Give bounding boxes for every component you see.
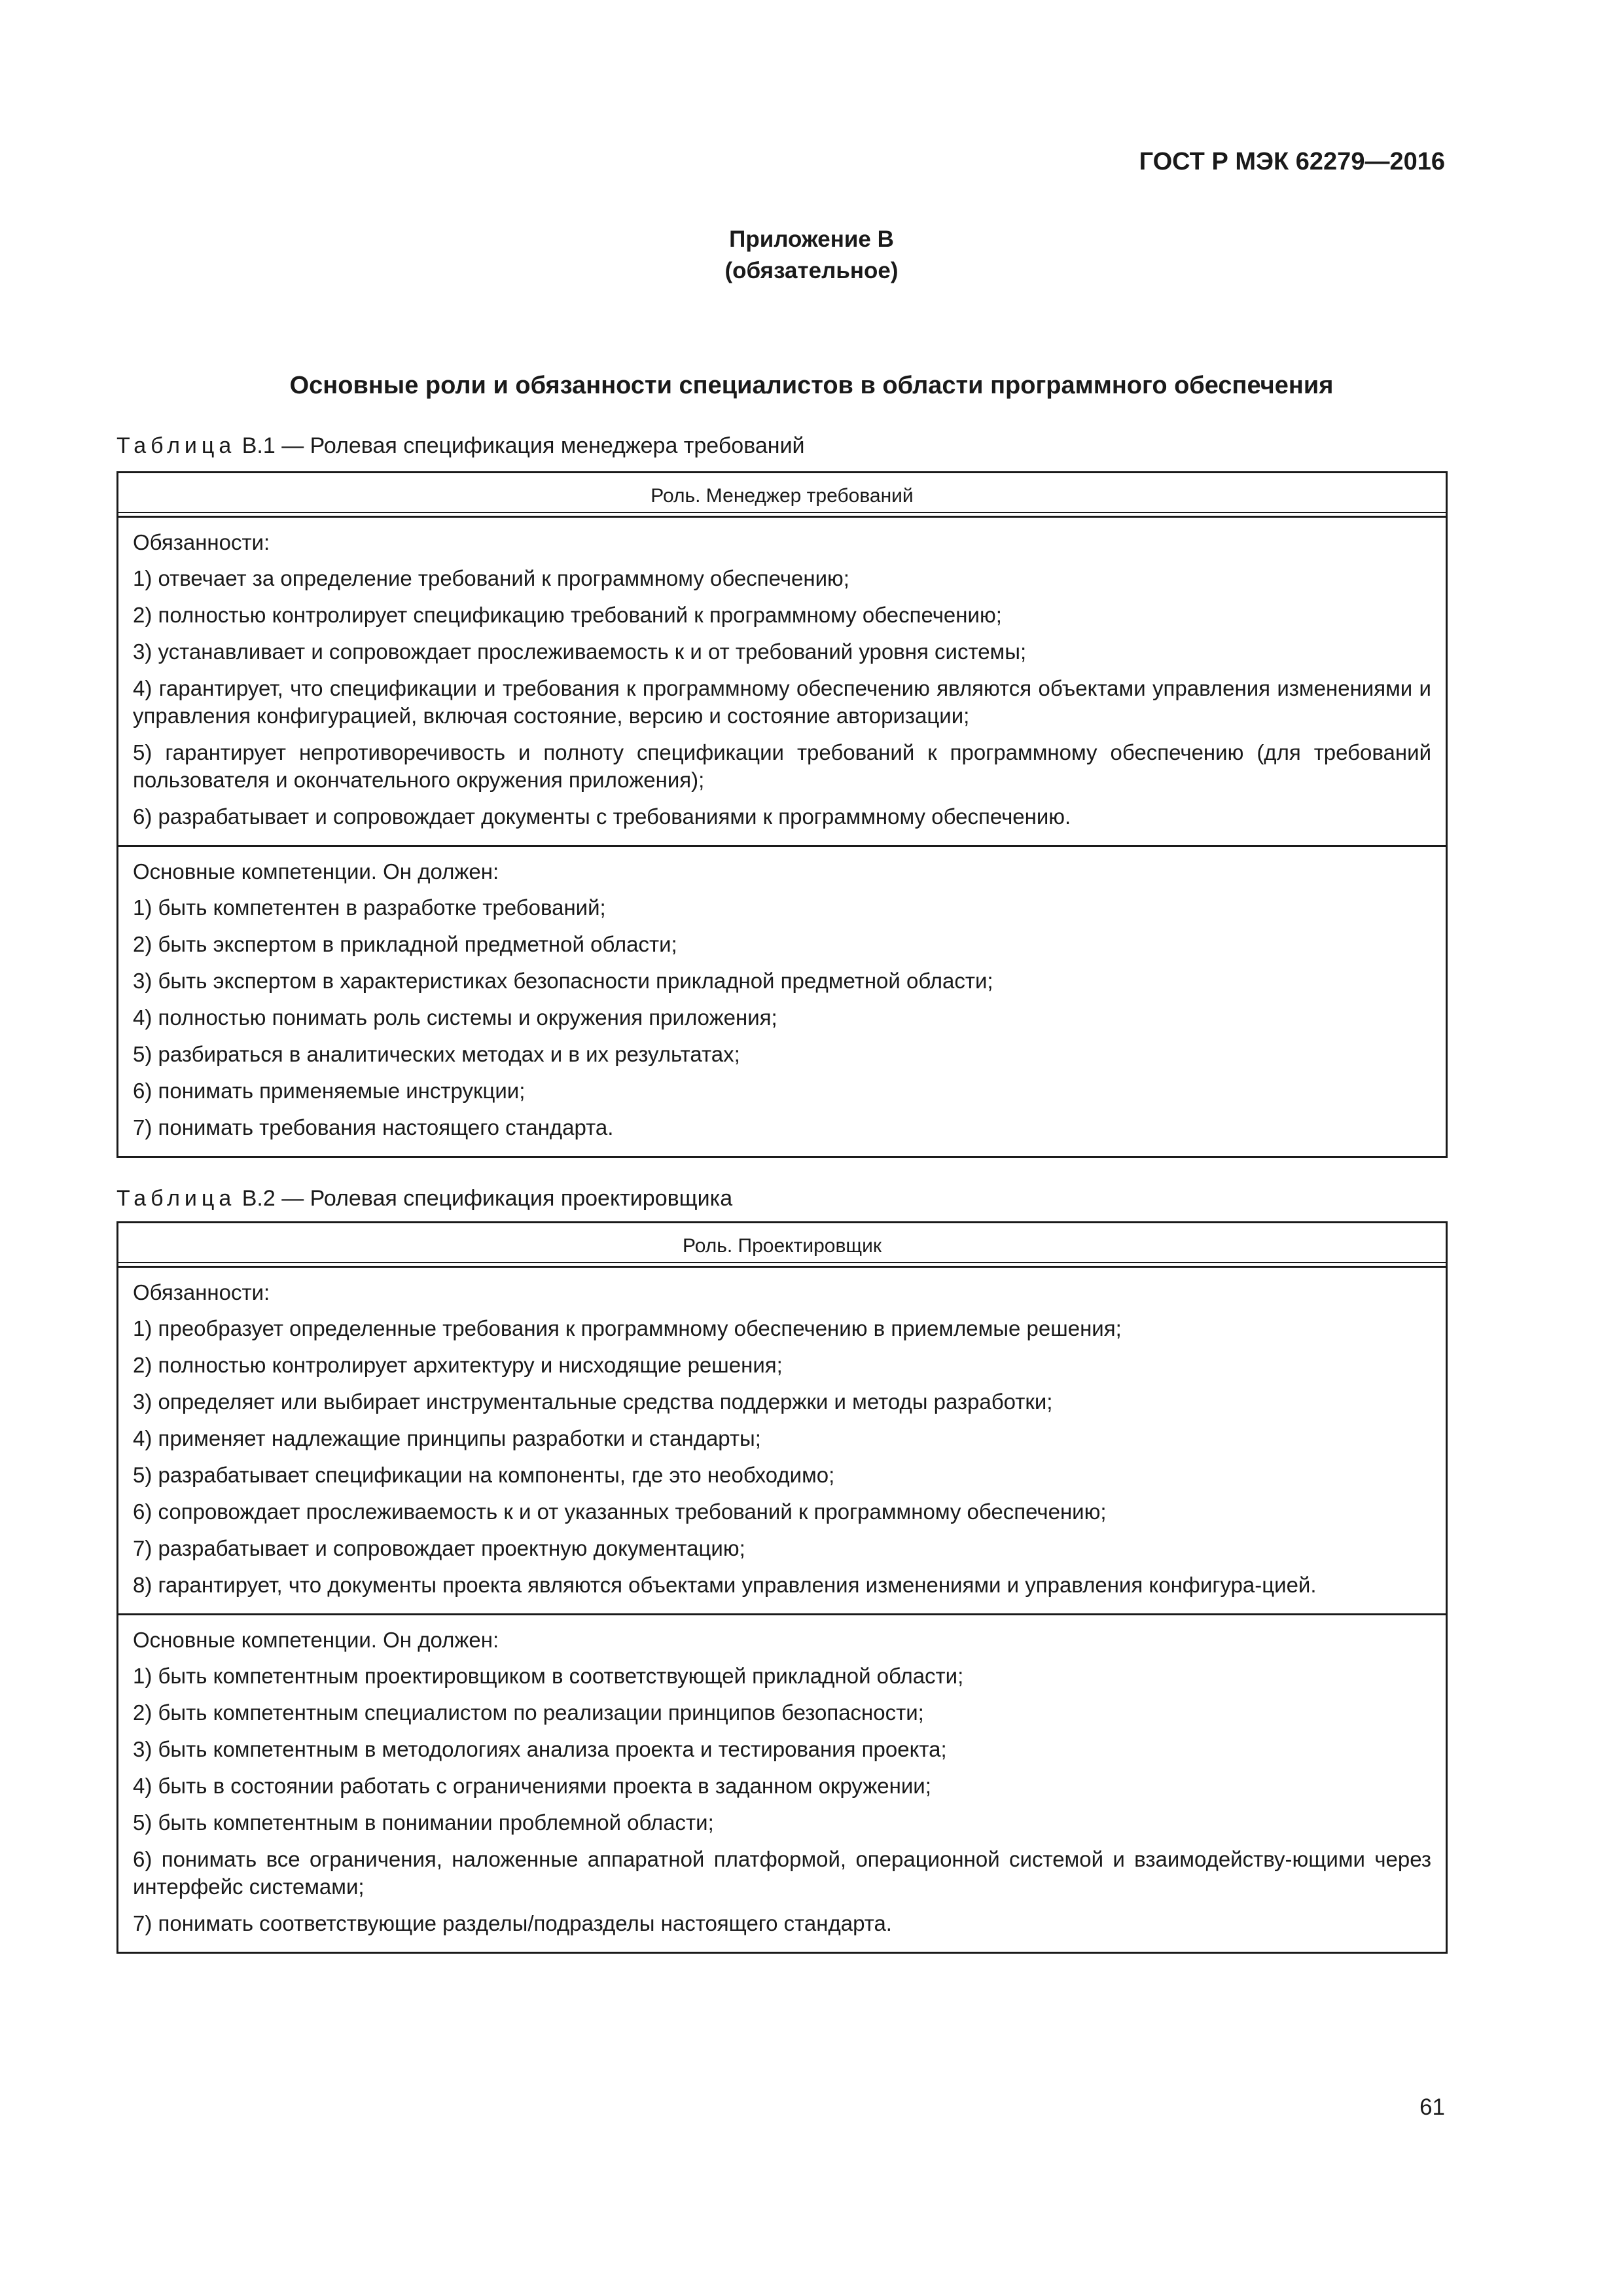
table-caption-text: В.1 — Ролевая спецификация менеджера требований <box>236 433 805 458</box>
appendix-status: (обязательное) <box>724 258 899 283</box>
list-item: 4) полностью понимать роль системы и окружения приложения; <box>133 1005 777 1030</box>
list-item: 6) разрабатывает и сопровождает документы с требованиями к программному обеспечению. <box>133 804 1071 829</box>
table-b2-caption <box>116 1186 732 1211</box>
list-item: 4) применяет надлежащие принципы разработки и стандарты; <box>133 1426 761 1450</box>
table-caption-word: Таблица <box>116 1186 236 1211</box>
list-item: 2) быть компетентным специалистом по реализации принципов безопасности; <box>133 1700 924 1725</box>
list-item: 6) понимать все ограничения, наложенные аппаратной платформой, операционной системой и взаимодейству-ющими через интерфейс системами; <box>133 1847 1431 1899</box>
table-caption-word: Таблица <box>116 433 236 458</box>
section-title: Обязанности: <box>133 530 270 554</box>
list-item: 3) быть компетентным в методологиях анализа проекта и тестирования проекта; <box>133 1737 947 1761</box>
table-header-text: Роль. Менеджер требований <box>651 485 914 507</box>
appendix-heading <box>0 224 1623 287</box>
list-item: 2) быть экспертом в прикладной предметной области; <box>133 932 677 956</box>
table-header-text: Роль. Проектировщик <box>683 1235 882 1257</box>
appendix-label: Приложение В <box>729 226 894 252</box>
list-item: 1) быть компетентным проектировщиком в соответствующей прикладной области; <box>133 1664 964 1688</box>
list-item: 6) понимать применяемые инструкции; <box>133 1079 526 1103</box>
list-item: 5) гарантирует непротиворечивость и полноту спецификации требований к программному обеспечению (для требований пользователя и окончательного окружения приложения); <box>133 740 1431 792</box>
list-item: 2) полностью контролирует спецификацию требований к программному обеспечению; <box>133 603 1002 627</box>
table-b1-caption <box>116 433 805 459</box>
list-item: 5) разбираться в аналитических методах и в их результатах; <box>133 1042 740 1066</box>
section-title: Основные компетенции. Он должен: <box>133 1628 499 1652</box>
table-b2 <box>116 1221 1448 1954</box>
list-item: 3) быть экспертом в характеристиках безопасности прикладной предметной области; <box>133 969 993 993</box>
duties-section <box>118 518 1446 845</box>
list-item: 7) понимать требования настоящего стандарта. <box>133 1115 614 1139</box>
list-item: 1) отвечает за определение требований к программному обеспечению; <box>133 566 849 590</box>
competencies-section <box>118 1613 1446 1952</box>
section-title: Основные компетенции. Он должен: <box>133 859 499 884</box>
page-number: 61 <box>1419 2094 1445 2120</box>
table-b1 <box>116 471 1448 1158</box>
competencies-section <box>118 845 1446 1156</box>
table-header <box>118 1223 1446 1268</box>
list-item: 2) полностью контролирует архитектуру и нисходящие решения; <box>133 1353 783 1377</box>
list-item: 3) определяет или выбирает инструментальные средства поддержки и методы разработки; <box>133 1390 1053 1414</box>
list-item: 6) сопровождает прослеживаемость к и от указанных требований к программному обеспечению; <box>133 1499 1107 1524</box>
list-item: 3) устанавливает и сопровождает прослеживаемость к и от требований уровня системы; <box>133 639 1027 664</box>
standard-code: ГОСТ Р МЭК 62279—2016 <box>1139 148 1445 175</box>
list-item: 1) быть компетентен в разработке требований; <box>133 895 606 920</box>
list-item: 4) быть в состоянии работать с ограничениями проекта в заданном окружении; <box>133 1774 931 1798</box>
list-item: 1) преобразует определенные требования к программному обеспечению в приемлемые решения; <box>133 1316 1122 1340</box>
list-item: 5) разрабатывает спецификации на компоненты, где это необходимо; <box>133 1463 835 1487</box>
list-item: 5) быть компетентным в понимании проблемной области; <box>133 1810 714 1835</box>
main-title: Основные роли и обязанности специалистов в области программного обеспечения <box>289 372 1334 399</box>
list-item: 8) гарантирует, что документы проекта являются объектами управления изменениями и управления конфигура-цией. <box>133 1573 1317 1597</box>
list-item: 7) разрабатывает и сопровождает проектную документацию; <box>133 1536 745 1560</box>
list-item: 7) понимать соответствующие разделы/подразделы настоящего стандарта. <box>133 1911 892 1935</box>
duties-section <box>118 1268 1446 1613</box>
list-item: 4) гарантирует, что спецификации и требования к программному обеспечению являются объектами управления изменениями и управления конфигурацией, включая состояние, версию и состояние авторизации; <box>133 676 1431 728</box>
table-caption-text: В.2 — Ролевая спецификация проектировщика <box>236 1186 733 1211</box>
table-header <box>118 473 1446 518</box>
section-title: Обязанности: <box>133 1280 270 1304</box>
